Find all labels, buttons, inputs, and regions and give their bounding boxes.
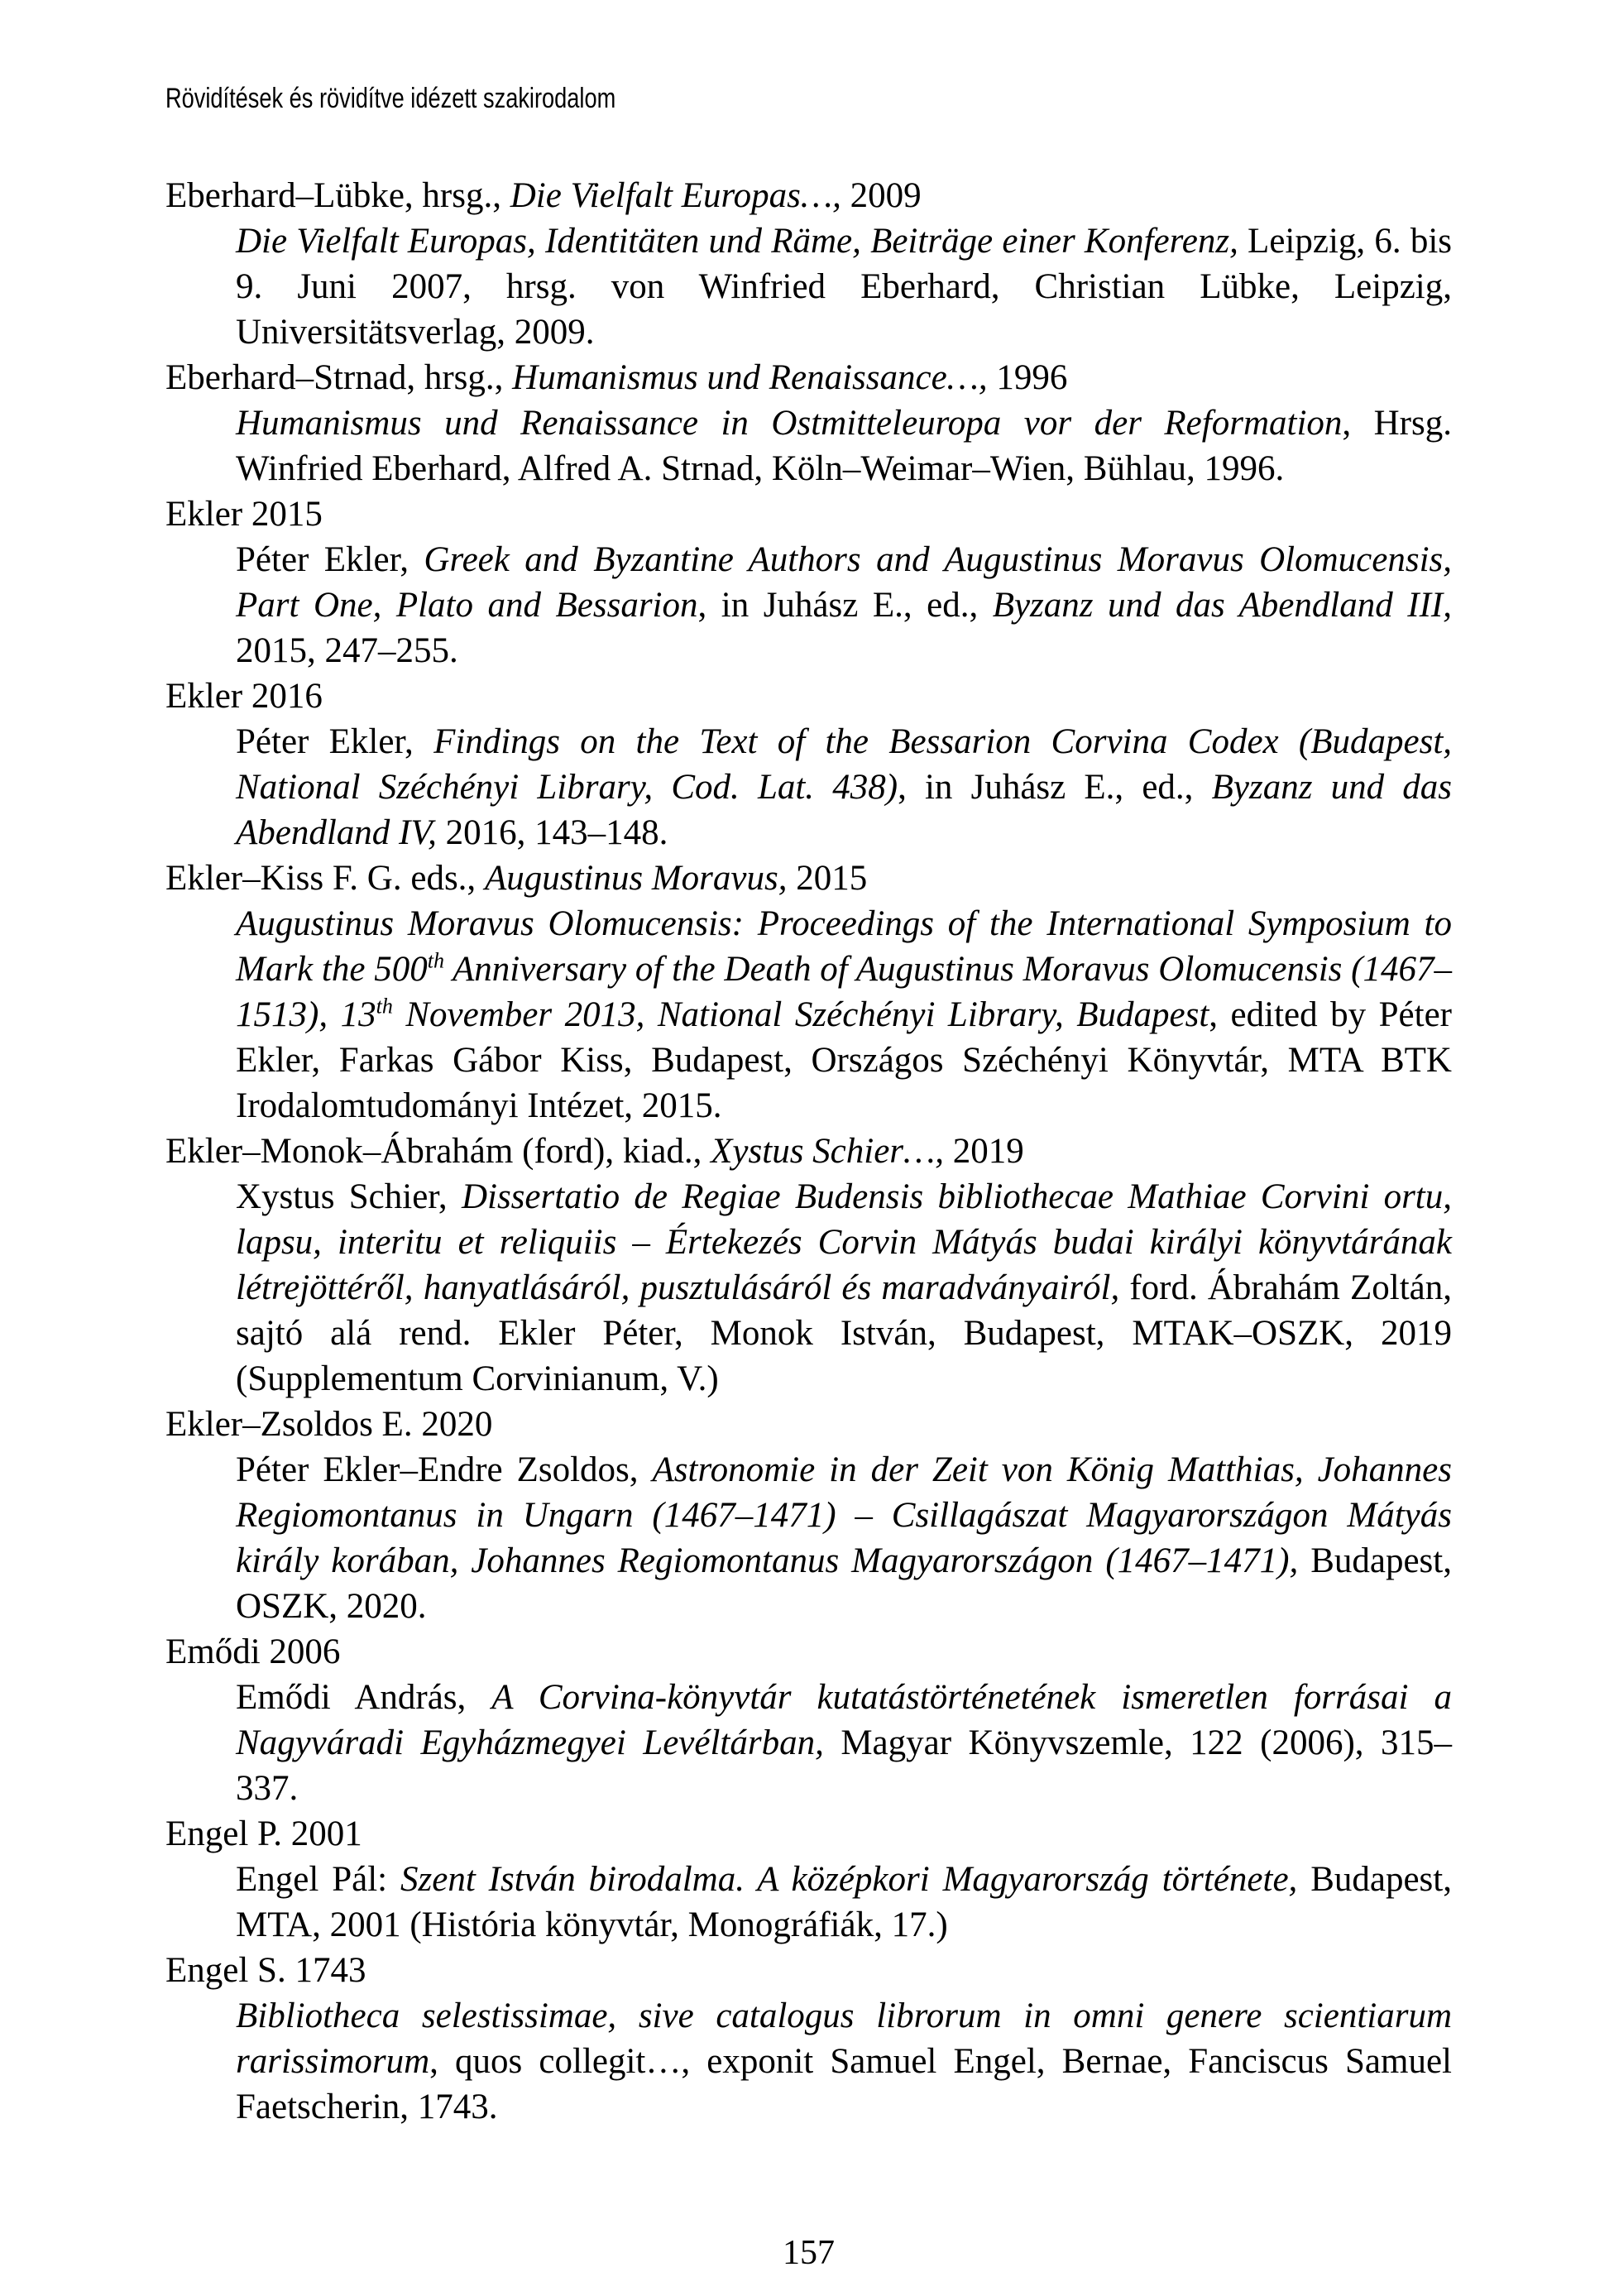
text-segment: Péter Ekler, bbox=[236, 540, 424, 579]
text-segment: 2015 bbox=[787, 859, 868, 898]
entry-label bbox=[165, 856, 1452, 901]
entry-label bbox=[165, 1402, 1452, 1447]
entry-body bbox=[236, 719, 1452, 856]
text-segment: Ekler 2015 bbox=[165, 495, 323, 534]
entry-body bbox=[236, 1857, 1452, 1948]
text-segment: Eberhard–Lübke, hrsg., bbox=[165, 176, 510, 215]
bibliography-entry bbox=[165, 856, 1452, 1129]
entry-body bbox=[236, 218, 1452, 355]
bibliography-entry bbox=[165, 491, 1452, 673]
entry-body bbox=[236, 1675, 1452, 1811]
entry-label bbox=[165, 1811, 1452, 1857]
text-segment: Byzanz und das Abendland IV, bbox=[236, 768, 1453, 852]
text-segment: , edited by Péter Ekler, Farkas Gábor Kiss, Budapest, Országos Széchényi Könyvtár, MTA BTK Irodalomtudományi Intézet, 2015. bbox=[236, 995, 1452, 1125]
entry-label bbox=[165, 173, 1452, 218]
text-segment: Budapest, MTA, 2001 (História könyvtár, Monográfiák, 17.) bbox=[236, 1860, 1452, 1944]
text-segment: , quos collegit…, exponit Samuel Engel, Bernae, Fanciscus Samuel Faetscherin, 1743. bbox=[236, 2042, 1452, 2126]
text-segment: Augustinus Moravus, bbox=[484, 859, 788, 898]
text-segment: Emődi András, bbox=[236, 1678, 492, 1717]
text-segment: Humanismus und Renaissance in Ostmitteleuropa vor der Reformation bbox=[236, 404, 1343, 443]
entry-body bbox=[236, 1447, 1452, 1629]
entry-label bbox=[165, 491, 1452, 537]
text-segment: 2009 bbox=[841, 176, 922, 215]
text-segment: Eberhard–Strnad, hrsg., bbox=[165, 358, 513, 397]
entry-label bbox=[165, 1948, 1452, 1993]
entry-label bbox=[165, 1129, 1452, 1174]
running-header: Rövidítések és rövidítve idézett szakirodalom bbox=[165, 83, 616, 114]
text-segment: Péter Ekler–Endre Zsoldos, bbox=[236, 1450, 653, 1489]
entry-body bbox=[236, 901, 1452, 1129]
text-segment: Dissertatio de Regiae Budensis bibliothecae Mathiae Corvini ortu, lapsu, interitu et reliquiis – Értekezés Corvin Mátyás budai királyi könyvtárának létrejöttéről, hanyatlásáról, pusztulásáról és maradványairól, bbox=[236, 1177, 1452, 1307]
text-segment: 2015, 247–255. bbox=[236, 631, 458, 670]
text-segment: November 2013, National Széchényi Library, Budapest bbox=[392, 995, 1209, 1034]
text-segment: Byzanz und das Abendland III, bbox=[992, 586, 1452, 625]
text-segment: Engel P. 2001 bbox=[165, 1814, 362, 1853]
text-segment: ford. Ábrahám Zoltán, sajtó alá rend. Ekler Péter, Monok István, Budapest, MTAK–OSZK, 2019 (Supplementum Corvinianum, V.) bbox=[236, 1268, 1452, 1398]
text-segment: , in Juhász E., ed., bbox=[898, 768, 1212, 807]
bibliography-entry bbox=[165, 1129, 1452, 1402]
bibliography-entry bbox=[165, 1811, 1452, 1948]
entry-label bbox=[165, 1629, 1452, 1675]
text-segment: Leipzig, 6. bis 9. Juni 2007, hrsg. von Winfried Eberhard, Christian Lübke, Leipzig, Universitätsverlag, 2009. bbox=[236, 222, 1452, 352]
text-segment: th bbox=[376, 994, 393, 1019]
text-segment: Budapest, OSZK, 2020. bbox=[236, 1541, 1452, 1626]
bibliography-entry bbox=[165, 173, 1452, 355]
bibliography-entry bbox=[165, 1948, 1452, 2130]
entry-body bbox=[236, 537, 1452, 673]
bibliography-list bbox=[165, 173, 1452, 2130]
bibliography-entry bbox=[165, 673, 1452, 856]
text-segment: Ekler–Monok–Ábrahám (ford), kiad., bbox=[165, 1132, 711, 1171]
text-segment: Augustinus Moravus Olomucensis: Proceedings of the International Symposium to Mark the 500 bbox=[236, 904, 1452, 989]
text-segment: Ekler 2016 bbox=[165, 677, 323, 716]
entry-label bbox=[165, 673, 1452, 719]
text-segment: Bibliotheca selestissimae, sive catalogus librorum in omni genere scientiarum rarissimorum bbox=[236, 1996, 1452, 2081]
text-segment: Ekler–Kiss F. G. eds., bbox=[165, 859, 485, 898]
text-segment: Xystus Schier…, bbox=[711, 1132, 945, 1171]
entry-body bbox=[236, 400, 1452, 491]
text-segment: A Corvina-könyvtár kutatástörténetének ismeretlen forrásai a Nagyváradi Egyházmegyei Levéltárban, bbox=[236, 1678, 1452, 1762]
bibliography-entry bbox=[165, 355, 1452, 491]
text-segment: Péter Ekler, bbox=[236, 722, 434, 761]
text-segment: , Hrsg. Winfried Eberhard, Alfred A. Strnad, Köln–Weimar–Wien, Bühlau, 1996. bbox=[236, 404, 1452, 488]
bibliography-entry bbox=[165, 1629, 1452, 1811]
text-segment: 2016, 143–148. bbox=[436, 813, 668, 852]
text-segment: Anniversary of the Death of Augustinus Moravus Olomucensis (1467–1513), 13 bbox=[236, 950, 1452, 1034]
text-segment: Szent István birodalma. A középkori Magyarország története, bbox=[400, 1860, 1298, 1899]
text-segment: 2019 bbox=[944, 1132, 1024, 1171]
text-segment: Engel S. 1743 bbox=[165, 1951, 366, 1990]
text-segment: 1996 bbox=[987, 358, 1068, 397]
text-segment: Ekler–Zsoldos E. 2020 bbox=[165, 1405, 493, 1444]
text-segment: Humanismus und Renaissance…, bbox=[512, 358, 988, 397]
text-segment: Emődi 2006 bbox=[165, 1632, 341, 1671]
page-number: 157 bbox=[783, 2234, 835, 2272]
text-segment: Findings on the Text of the Bessarion Corvina Codex (Budapest, National Széchényi Library, Cod. Lat. 438) bbox=[236, 722, 1453, 807]
text-segment: Die Vielfalt Europas, Identitäten und Räme, Beiträge einer Konferenz, bbox=[236, 222, 1238, 261]
text-segment: Magyar Könyvszemle, 122 (2006), 315–337. bbox=[236, 1723, 1452, 1808]
text-segment: Xystus Schier, bbox=[236, 1177, 462, 1216]
text-segment: Die Vielfalt Europas…, bbox=[510, 176, 841, 215]
entry-label bbox=[165, 355, 1452, 400]
bibliography-entry bbox=[165, 1402, 1452, 1629]
text-segment: Greek and Byzantine Authors and Augustinus Moravus Olomucensis, Part One, Plato and Bessarion bbox=[236, 540, 1453, 625]
entry-body bbox=[236, 1993, 1452, 2130]
text-segment: Astronomie in der Zeit von König Matthias, Johannes Regiomontanus in Ungarn (1467–1471) – Csillagászat Magyarországon Mátyás király korában, Johannes Regiomontanus Magyarországon (1467–1471), bbox=[236, 1450, 1453, 1580]
text-segment: th bbox=[427, 948, 444, 973]
text-segment: Engel Pál: bbox=[236, 1860, 400, 1899]
text-segment: , in Juhász E., ed., bbox=[697, 586, 993, 625]
entry-body bbox=[236, 1174, 1452, 1402]
